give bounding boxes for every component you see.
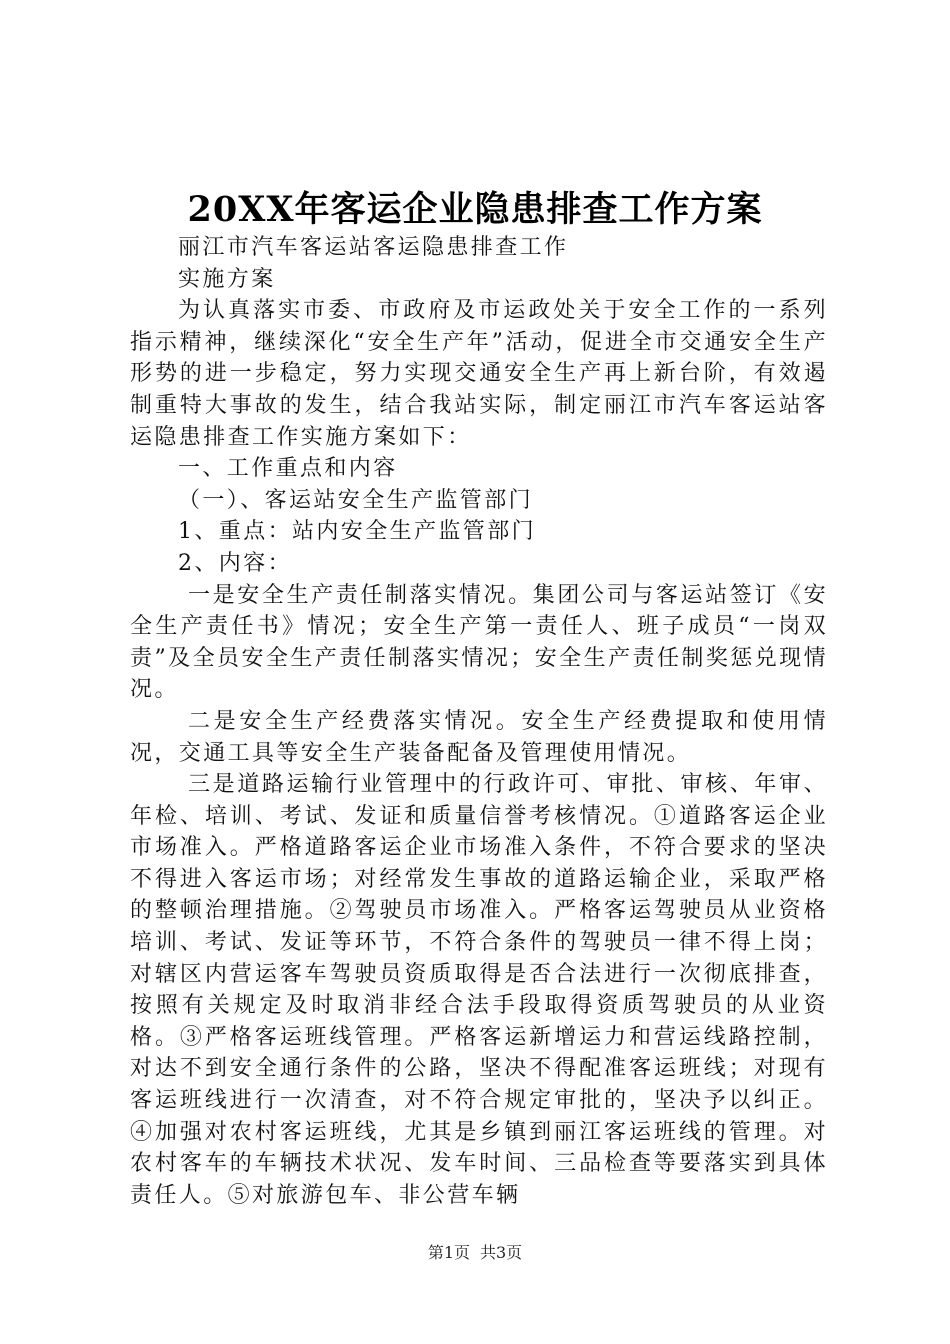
body-paragraph: 二是安全生产经费落实情况。安全生产经费提取和使用情况，交通工具等安全生产装备配备及管理使用情况。 bbox=[130, 708, 828, 766]
page-footer bbox=[0, 1242, 950, 1264]
subsection-heading: （一）、客运站安全生产监管部门 bbox=[178, 487, 534, 513]
body-paragraph: 一是安全生产责任制落实情况。集团公司与客运站签订《安全生产责任书》情况；安全生产第一责任人、班子成员“一岗双责”及全员安全生产责任制落实情况；安全生产责任制奖惩兑现情况。 bbox=[130, 582, 828, 703]
page-count: 共3页 bbox=[480, 1243, 523, 1262]
body-paragraph: 三是道路运输行业管理中的行政许可、审批、审核、年审、年检、培训、考试、发证和质量信誉考核情况。①道路客运企业市场准入。严格道路客运企业市场准入条件，不符合要求的坚决不得进入客运市场；对经常发生事故的道路运输企业，采取严格的整顿治理措施。②驾驶员市场准入。严格客运驾驶员从业资格培训、考试、发证等环节，不符合条件的驾驶员一律不得上岗；对辖区内营运客车驾驶员资质取得是否合法进行一次彻底排查，按照有关规定及时取消非经合法手段取得资质驾驶员的从业资格。③严格客运班线管理。严格客运新增运力和营运线路控制，对达不到安全通行条件的公路，坚决不得配准客运班线；对现有客运班线进行一次清查，对不符合规定审批的，坚决予以纠正。④加强对农村客运班线，尤其是乡镇到丽江客运班线的管理。对农村客车的车辆技术状况、发车时间、三品检查等要落实到具体责任人。⑤对旅游包车、非公营车辆 bbox=[130, 772, 828, 1208]
document-body bbox=[130, 232, 828, 1211]
document-title: 20XX年客运企业隐患排查工作方案 bbox=[187, 189, 763, 230]
subtitle-line: 实施方案 bbox=[178, 266, 276, 292]
list-item: 1、重点：站内安全生产监管部门 bbox=[178, 519, 536, 545]
section-heading: 一、工作重点和内容 bbox=[178, 456, 398, 482]
subtitle-line: 丽江市汽车客运站客运隐患排查工作 bbox=[178, 235, 569, 260]
intro-paragraph: 为认真落实市委、市政府及市运政处关于安全工作的一系列指示精神，继续深化“安全生产年”活动，促进全市交通安全生产形势的进一步稳定，努力实现交通安全生产再上新台阶，有效遏制重特大事故的发生，结合我站实际，制定丽江市汽车客运站客运隐患排查工作实施方案如下： bbox=[130, 298, 828, 450]
page-number: 第1页 bbox=[427, 1243, 470, 1262]
list-item: 2、内容： bbox=[178, 550, 292, 576]
